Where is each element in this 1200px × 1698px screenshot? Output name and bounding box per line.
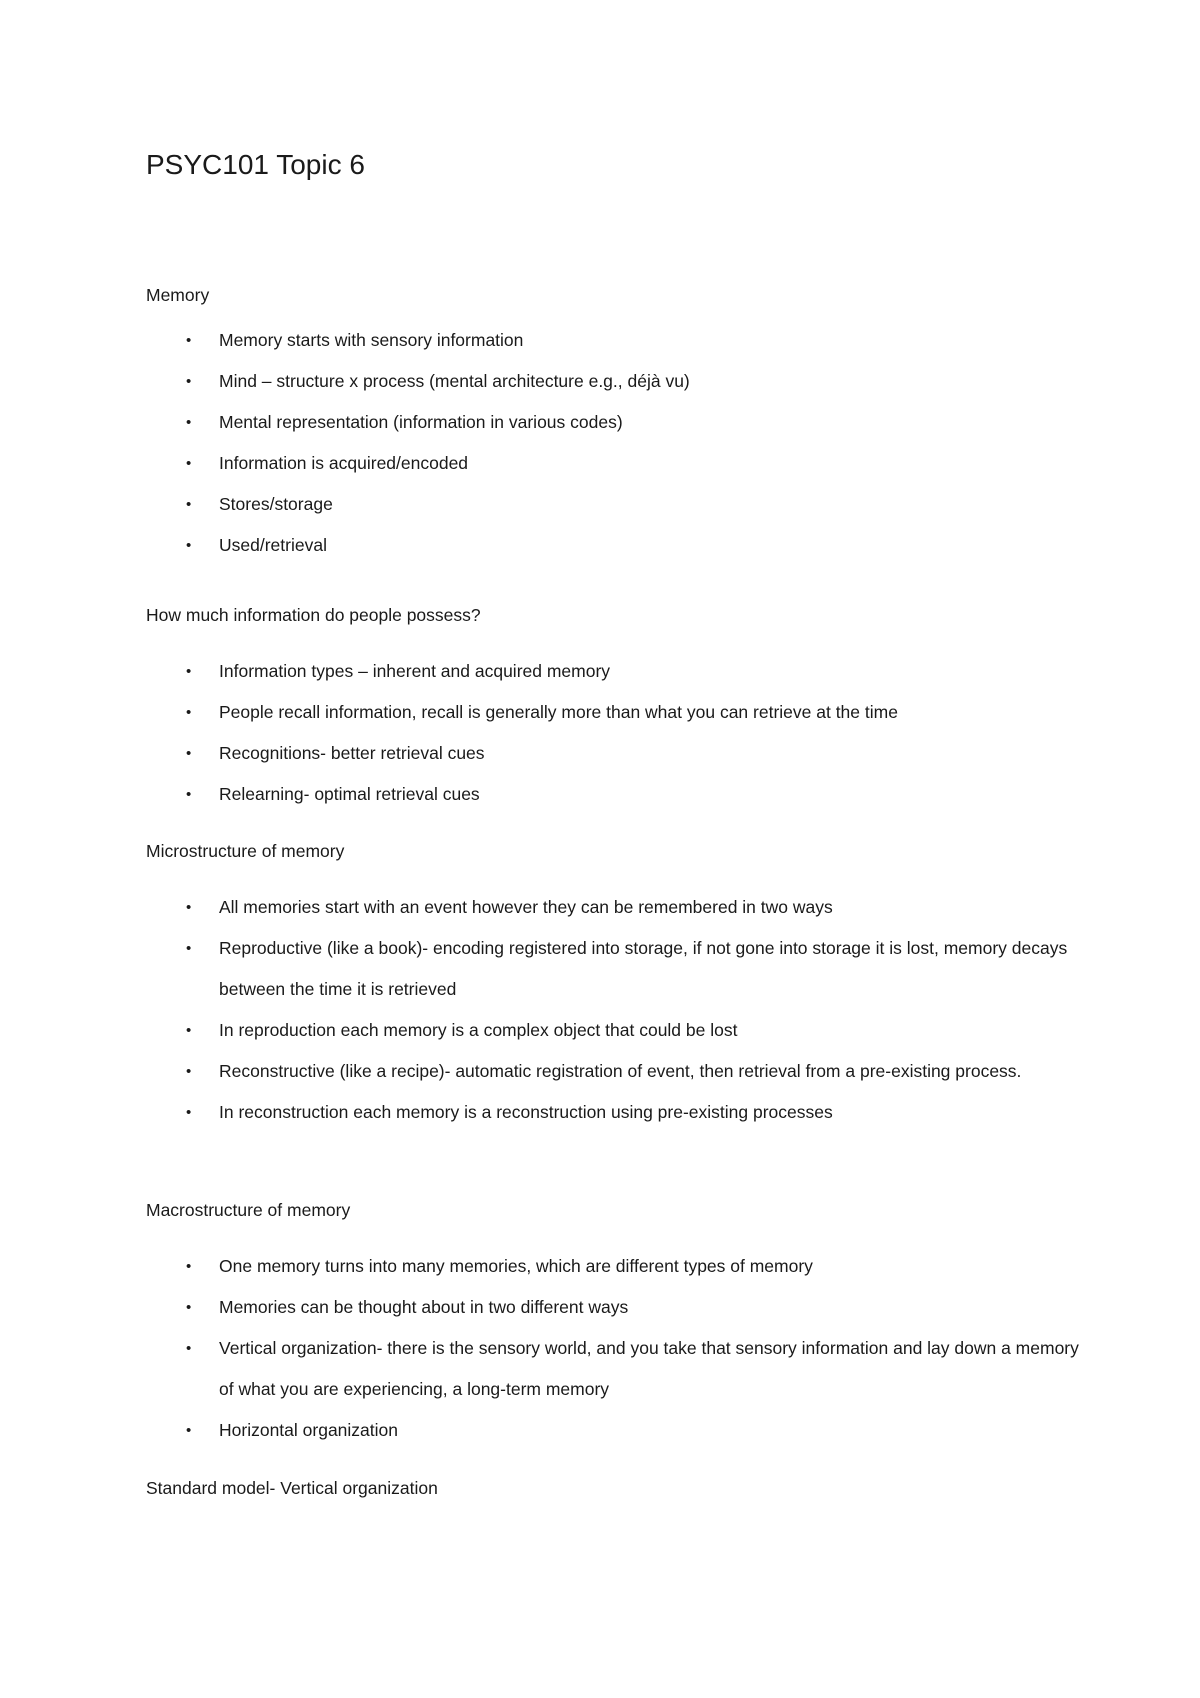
bullet-icon: •: [186, 899, 192, 916]
section-heading-memory: Memory: [146, 285, 210, 305]
bullet-icon: •: [186, 1340, 192, 1357]
bullet-icon: •: [186, 373, 192, 390]
bullet-icon: •: [186, 1422, 192, 1439]
list-item: [0, 1328, 1079, 1410]
bullet-icon: •: [186, 537, 192, 554]
bullet-icon: •: [186, 332, 192, 349]
list-item-text: People recall information, recall is generally more than what you can retrieve at the time: [219, 702, 898, 722]
bullet-icon: •: [186, 663, 192, 680]
list-item: [0, 928, 1079, 1010]
list-item: [0, 443, 1079, 484]
section-heading-standard-model: Standard model- Vertical organization: [146, 1478, 438, 1498]
list-item: [0, 402, 1079, 443]
list-item-text: One memory turns into many memories, which are different types of memory: [219, 1256, 813, 1276]
list-item: [0, 733, 1079, 774]
list-item-text: Reproductive (like a book)- encoding registered into storage, if not gone into storage it is lost, memory decays between the time it is retrieved: [219, 938, 1068, 999]
list-item: [0, 1051, 1079, 1092]
list-item: [0, 692, 1079, 733]
bullet-icon: •: [186, 1104, 192, 1121]
bullet-icon: •: [186, 455, 192, 472]
bullet-icon: •: [186, 745, 192, 762]
bullet-icon: •: [186, 1063, 192, 1080]
list-item: [0, 774, 1079, 815]
bullet-list-microstructure: [0, 887, 1079, 1133]
list-item-text: Relearning- optimal retrieval cues: [219, 784, 480, 804]
list-item-text: Stores/storage: [219, 494, 333, 514]
bullet-icon: •: [186, 704, 192, 721]
bullet-icon: •: [186, 786, 192, 803]
list-item: [0, 484, 1079, 525]
bullet-list-information: [0, 651, 1079, 815]
bullet-icon: •: [186, 940, 192, 957]
list-item-text: Information is acquired/encoded: [219, 453, 469, 473]
list-item-text: In reproduction each memory is a complex object that could be lost: [219, 1020, 738, 1040]
page-title: PSYC101 Topic 6: [146, 149, 365, 180]
bullet-icon: •: [186, 1299, 192, 1316]
list-item-text: Mind – structure x process (mental architecture e.g., déjà vu): [219, 371, 690, 391]
bullet-icon: •: [186, 1258, 192, 1275]
list-item-text: Information types – inherent and acquired memory: [219, 661, 611, 681]
list-item: [0, 320, 1079, 361]
list-item: [0, 1246, 1079, 1287]
list-item: [0, 1287, 1079, 1328]
list-item-text: Memory starts with sensory information: [219, 330, 524, 350]
list-item: [0, 1010, 1079, 1051]
bullet-icon: •: [186, 1022, 192, 1039]
list-item: [0, 525, 1079, 566]
list-item-text: In reconstruction each memory is a reconstruction using pre-existing processes: [219, 1102, 833, 1122]
list-item: [0, 1092, 1079, 1133]
list-item-text: All memories start with an event however they can be remembered in two ways: [219, 897, 833, 917]
list-item-text: Recognitions- better retrieval cues: [219, 743, 485, 763]
list-item: [0, 1410, 1079, 1451]
section-heading-macrostructure: Macrostructure of memory: [146, 1200, 351, 1220]
section-heading-microstructure: Microstructure of memory: [146, 841, 345, 861]
bullet-icon: •: [186, 496, 192, 513]
bullet-list-macrostructure: [0, 1246, 1079, 1451]
list-item-text: Horizontal organization: [219, 1420, 398, 1440]
list-item: [0, 887, 1079, 928]
list-item: [0, 361, 1079, 402]
bullet-list-memory: [0, 320, 1079, 566]
list-item-text: Memories can be thought about in two different ways: [219, 1297, 629, 1317]
section-heading-information: How much information do people possess?: [146, 605, 481, 625]
list-item-text: Mental representation (information in various codes): [219, 412, 623, 432]
bullet-icon: •: [186, 414, 192, 431]
list-item-text: Vertical organization- there is the sensory world, and you take that sensory information and lay down a memory of what you are experiencing, a long-term memory: [219, 1338, 1079, 1399]
list-item: [0, 651, 1079, 692]
list-item-text: Reconstructive (like a recipe)- automatic registration of event, then retrieval from a pre-existing process.: [219, 1061, 1022, 1081]
list-item-text: Used/retrieval: [219, 535, 327, 555]
